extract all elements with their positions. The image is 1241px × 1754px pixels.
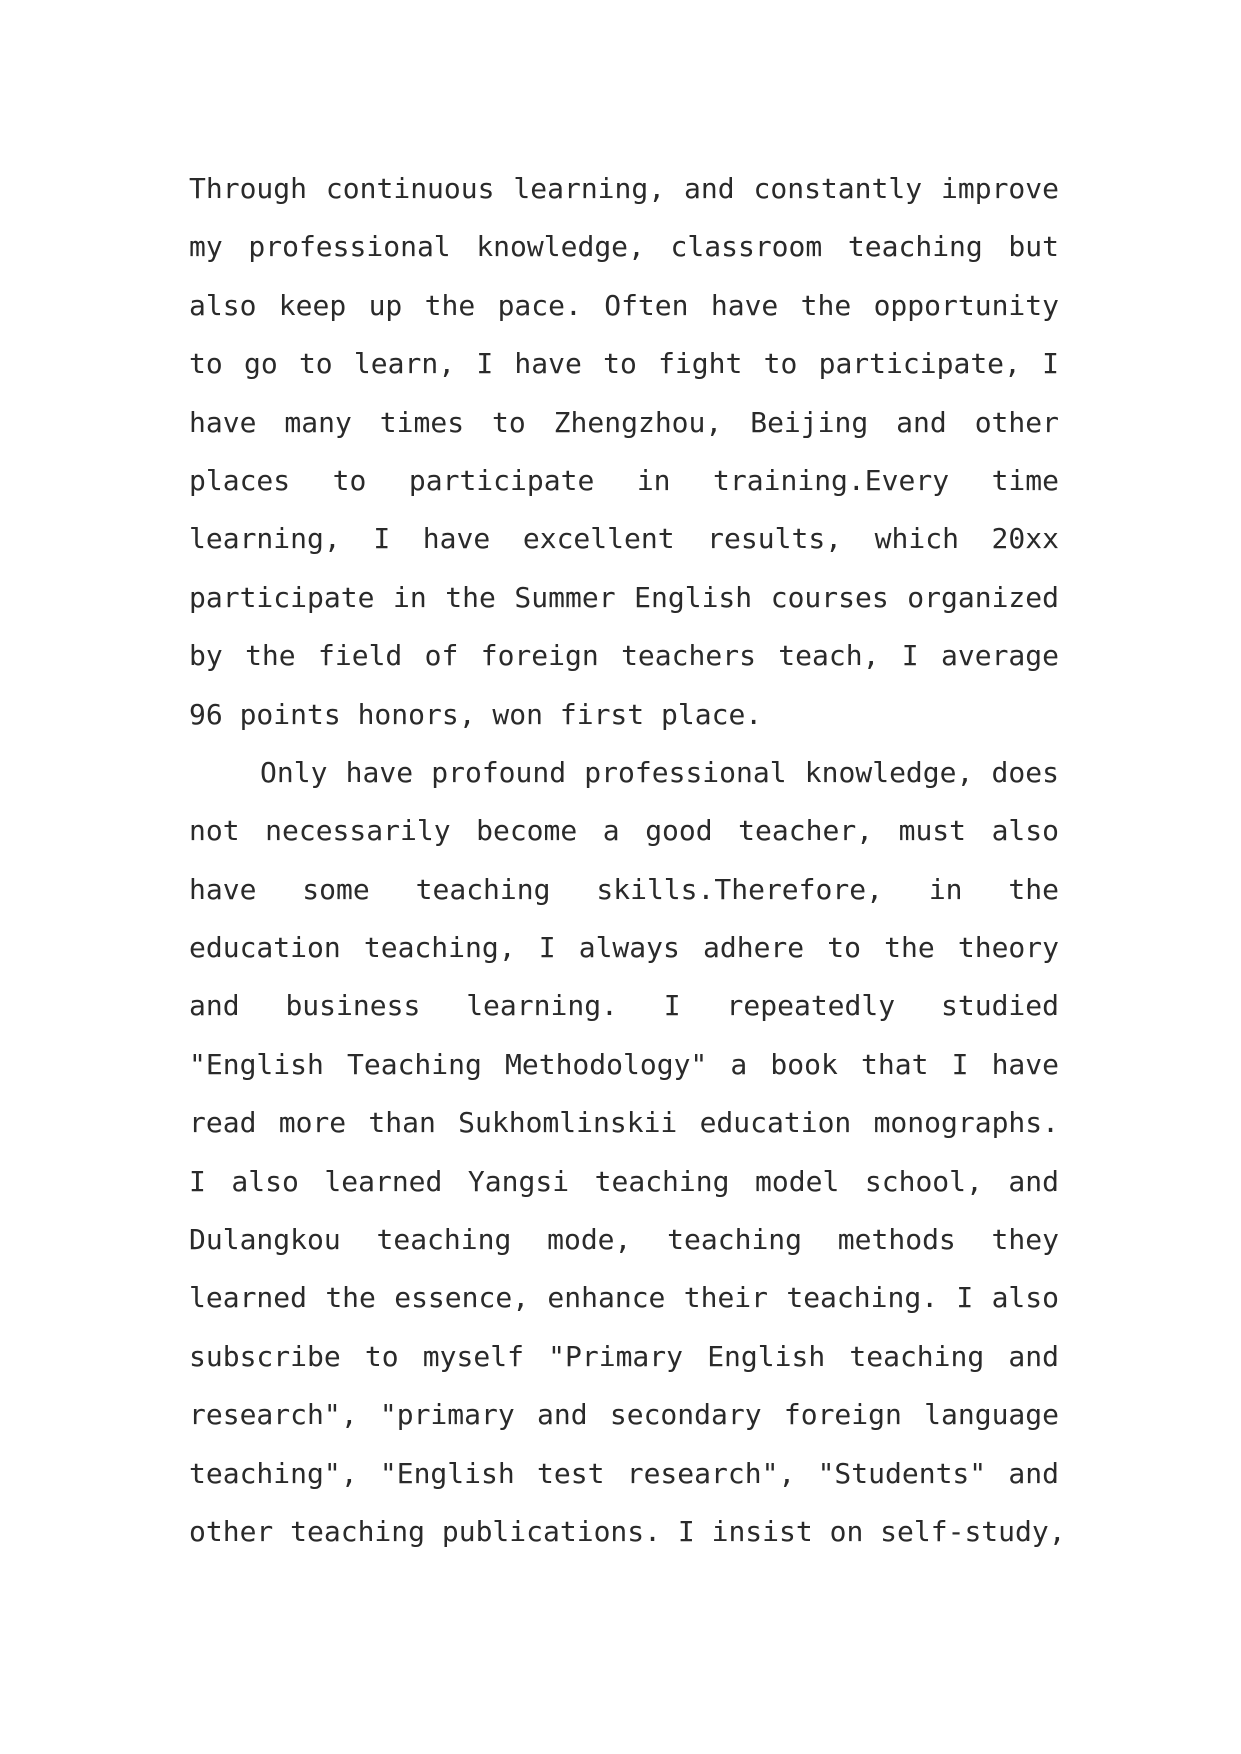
paragraph-2-line: Only have profound professional knowledge, does [260, 755, 1059, 789]
paragraph-1-line: 96 points honors, won first place. [189, 697, 763, 731]
paragraph-2-line: I also learned Yangsi teaching model school, and [189, 1164, 1059, 1198]
paragraph-1-line: to go to learn, I have to fight to participate, I [189, 347, 1059, 381]
paragraph-2-line: Dulangkou teaching mode, teaching methods they [189, 1223, 1059, 1257]
paragraph-2-line: read more than Sukhomlinskii education monographs. [189, 1106, 1059, 1140]
paragraph-2-line: not necessarily become a good teacher, must also [189, 814, 1059, 848]
paragraph-2-line: and business learning. I repeatedly studied [189, 989, 1059, 1023]
paragraph-2-line: teaching", "English test research", "Students" and [189, 1456, 1059, 1490]
paragraph-2-line: "English Teaching Methodology" a book that I have [189, 1047, 1059, 1081]
paragraph-1-line: participate in the Summer English courses organized [189, 580, 1059, 614]
paragraph-2-line: learned the essence, enhance their teaching. I also [189, 1281, 1059, 1315]
paragraph-1-line: by the field of foreign teachers teach, I average [189, 639, 1059, 673]
paragraph-2-line: research", "primary and secondary foreign language [189, 1398, 1059, 1432]
paragraph-2-line: other teaching publications. I insist on self-study, [189, 1514, 1066, 1548]
paragraph-1-line: also keep up the pace. Often have the opportunity [189, 288, 1059, 322]
paragraph-1-line: places to participate in training.Every time [189, 463, 1059, 497]
paragraph-1-line: Through continuous learning, and constantly improve [189, 172, 1059, 205]
paragraph-2-line: have some teaching skills.Therefore, in the [189, 872, 1059, 906]
paragraph-2-line: subscribe to myself "Primary English teaching and [189, 1339, 1059, 1373]
paragraph-1-line: my professional knowledge, classroom teaching but [189, 230, 1059, 264]
document-body [189, 160, 1066, 1561]
paragraph-1-line: learning, I have excellent results, which 20xx [189, 522, 1059, 556]
paragraph-1-line: have many times to Zhengzhou, Beijing and other [189, 405, 1059, 439]
paragraph-2-line: education teaching, I always adhere to the theory [189, 931, 1059, 965]
